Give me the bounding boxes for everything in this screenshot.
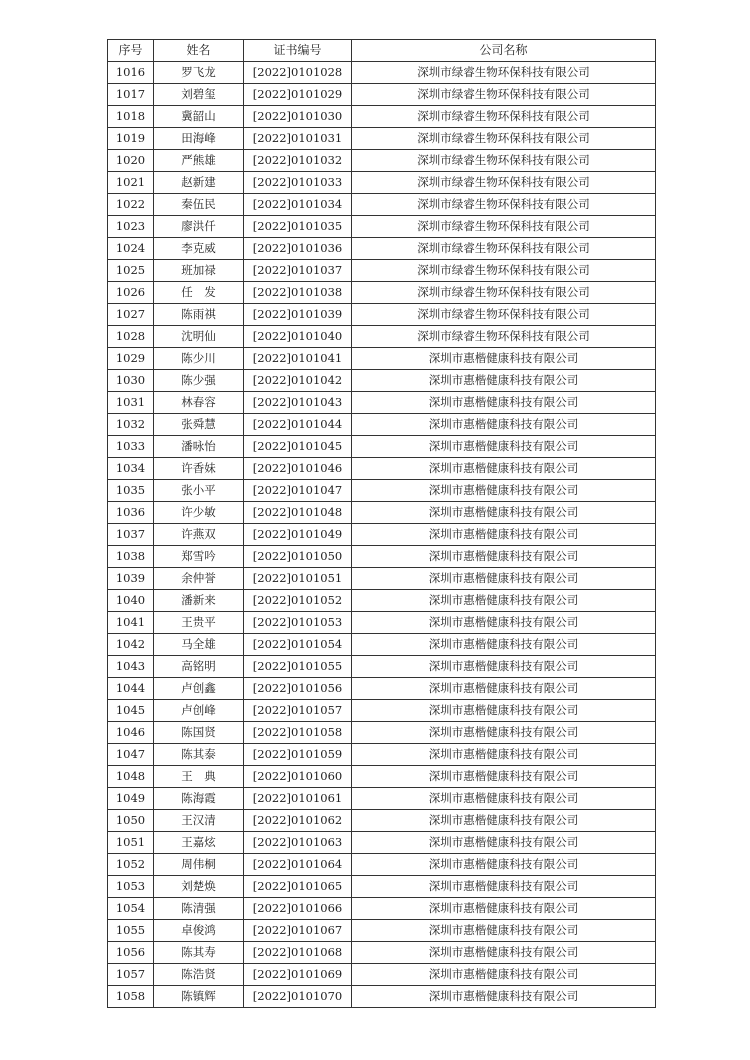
cell-company-name: 深圳市惠楷健康科技有限公司 (352, 876, 656, 898)
cell-name: 陈少川 (154, 348, 244, 370)
cell-company-name: 深圳市惠楷健康科技有限公司 (352, 392, 656, 414)
cell-company-name: 深圳市绿睿生物环保科技有限公司 (352, 216, 656, 238)
cell-company-name: 深圳市绿睿生物环保科技有限公司 (352, 304, 656, 326)
cell-company-name: 深圳市绿睿生物环保科技有限公司 (352, 150, 656, 172)
cell-company-name: 深圳市惠楷健康科技有限公司 (352, 986, 656, 1008)
header-name: 姓名 (154, 40, 244, 62)
cell-certificate-number: [2022]0101067 (244, 920, 352, 942)
cell-certificate-number: [2022]0101066 (244, 898, 352, 920)
table-row (108, 326, 656, 348)
table-row (108, 106, 656, 128)
cell-certificate-number: [2022]0101037 (244, 260, 352, 282)
cell-name: 陈镇辉 (154, 986, 244, 1008)
table-row (108, 832, 656, 854)
cell-serial-number: 1027 (108, 304, 154, 326)
table-row (108, 282, 656, 304)
cell-serial-number: 1037 (108, 524, 154, 546)
cell-name: 赵新建 (154, 172, 244, 194)
cell-certificate-number: [2022]0101065 (244, 876, 352, 898)
cell-company-name: 深圳市惠楷健康科技有限公司 (352, 810, 656, 832)
cell-name: 陈清强 (154, 898, 244, 920)
cell-serial-number: 1024 (108, 238, 154, 260)
header-company-name: 公司名称 (352, 40, 656, 62)
cell-name: 张小平 (154, 480, 244, 502)
table-row (108, 304, 656, 326)
cell-name: 余仲誉 (154, 568, 244, 590)
cell-serial-number: 1033 (108, 436, 154, 458)
cell-serial-number: 1029 (108, 348, 154, 370)
cell-serial-number: 1031 (108, 392, 154, 414)
cell-company-name: 深圳市惠楷健康科技有限公司 (352, 744, 656, 766)
cell-serial-number: 1023 (108, 216, 154, 238)
cell-name: 陈国贤 (154, 722, 244, 744)
cell-serial-number: 1025 (108, 260, 154, 282)
cell-certificate-number: [2022]0101057 (244, 700, 352, 722)
cell-serial-number: 1053 (108, 876, 154, 898)
cell-certificate-number: [2022]0101038 (244, 282, 352, 304)
cell-certificate-number: [2022]0101056 (244, 678, 352, 700)
cell-certificate-number: [2022]0101040 (244, 326, 352, 348)
table-row (108, 766, 656, 788)
header-certificate-number: 证书编号 (244, 40, 352, 62)
table-row (108, 612, 656, 634)
table-row (108, 678, 656, 700)
cell-name: 罗飞龙 (154, 62, 244, 84)
cell-company-name: 深圳市惠楷健康科技有限公司 (352, 832, 656, 854)
cell-company-name: 深圳市惠楷健康科技有限公司 (352, 590, 656, 612)
cell-company-name: 深圳市绿睿生物环保科技有限公司 (352, 282, 656, 304)
cell-name: 王汉清 (154, 810, 244, 832)
cell-company-name: 深圳市惠楷健康科技有限公司 (352, 436, 656, 458)
cell-name: 王贵平 (154, 612, 244, 634)
cell-serial-number: 1035 (108, 480, 154, 502)
cell-certificate-number: [2022]0101039 (244, 304, 352, 326)
cell-serial-number: 1042 (108, 634, 154, 656)
cell-serial-number: 1022 (108, 194, 154, 216)
cell-name: 许燕双 (154, 524, 244, 546)
cell-serial-number: 1016 (108, 62, 154, 84)
table-body (108, 62, 656, 1008)
table-row (108, 898, 656, 920)
cell-certificate-number: [2022]0101062 (244, 810, 352, 832)
cell-serial-number: 1057 (108, 964, 154, 986)
table-row (108, 920, 656, 942)
table-row (108, 150, 656, 172)
cell-name: 王 典 (154, 766, 244, 788)
cell-certificate-number: [2022]0101032 (244, 150, 352, 172)
table-row (108, 788, 656, 810)
cell-certificate-number: [2022]0101051 (244, 568, 352, 590)
cell-certificate-number: [2022]0101055 (244, 656, 352, 678)
table-row (108, 480, 656, 502)
cell-company-name: 深圳市绿睿生物环保科技有限公司 (352, 172, 656, 194)
cell-serial-number: 1041 (108, 612, 154, 634)
table-row (108, 634, 656, 656)
cell-serial-number: 1039 (108, 568, 154, 590)
table-row (108, 84, 656, 106)
cell-serial-number: 1052 (108, 854, 154, 876)
cell-company-name: 深圳市惠楷健康科技有限公司 (352, 722, 656, 744)
cell-company-name: 深圳市惠楷健康科技有限公司 (352, 656, 656, 678)
cell-name: 冀韶山 (154, 106, 244, 128)
cell-company-name: 深圳市惠楷健康科技有限公司 (352, 502, 656, 524)
cell-name: 陈浩贤 (154, 964, 244, 986)
cell-certificate-number: [2022]0101064 (244, 854, 352, 876)
cell-serial-number: 1049 (108, 788, 154, 810)
cell-name: 班加禄 (154, 260, 244, 282)
cell-company-name: 深圳市惠楷健康科技有限公司 (352, 370, 656, 392)
cell-serial-number: 1026 (108, 282, 154, 304)
cell-certificate-number: [2022]0101053 (244, 612, 352, 634)
cell-certificate-number: [2022]0101028 (244, 62, 352, 84)
cell-name: 陈其寿 (154, 942, 244, 964)
table-row (108, 238, 656, 260)
cell-name: 刘碧玺 (154, 84, 244, 106)
table-row (108, 436, 656, 458)
cell-certificate-number: [2022]0101063 (244, 832, 352, 854)
cell-serial-number: 1028 (108, 326, 154, 348)
cell-certificate-number: [2022]0101049 (244, 524, 352, 546)
cell-name: 李克威 (154, 238, 244, 260)
cell-company-name: 深圳市绿睿生物环保科技有限公司 (352, 238, 656, 260)
table-row (108, 502, 656, 524)
cell-company-name: 深圳市绿睿生物环保科技有限公司 (352, 106, 656, 128)
cell-certificate-number: [2022]0101058 (244, 722, 352, 744)
cell-name: 卢创峰 (154, 700, 244, 722)
cell-serial-number: 1019 (108, 128, 154, 150)
cell-serial-number: 1018 (108, 106, 154, 128)
cell-company-name: 深圳市绿睿生物环保科技有限公司 (352, 62, 656, 84)
cell-serial-number: 1030 (108, 370, 154, 392)
table-row (108, 568, 656, 590)
cell-certificate-number: [2022]0101035 (244, 216, 352, 238)
cell-certificate-number: [2022]0101069 (244, 964, 352, 986)
cell-name: 陈少强 (154, 370, 244, 392)
cell-certificate-number: [2022]0101030 (244, 106, 352, 128)
cell-company-name: 深圳市惠楷健康科技有限公司 (352, 348, 656, 370)
table-row (108, 590, 656, 612)
cell-certificate-number: [2022]0101046 (244, 458, 352, 480)
cell-name: 陈雨祺 (154, 304, 244, 326)
cell-company-name: 深圳市惠楷健康科技有限公司 (352, 414, 656, 436)
cell-company-name: 深圳市绿睿生物环保科技有限公司 (352, 326, 656, 348)
table-row (108, 128, 656, 150)
cell-certificate-number: [2022]0101060 (244, 766, 352, 788)
table-row (108, 370, 656, 392)
cell-serial-number: 1040 (108, 590, 154, 612)
table-row (108, 700, 656, 722)
cell-certificate-number: [2022]0101059 (244, 744, 352, 766)
cell-company-name: 深圳市惠楷健康科技有限公司 (352, 568, 656, 590)
cell-serial-number: 1047 (108, 744, 154, 766)
cell-company-name: 深圳市惠楷健康科技有限公司 (352, 854, 656, 876)
cell-name: 林春容 (154, 392, 244, 414)
cell-certificate-number: [2022]0101048 (244, 502, 352, 524)
cell-serial-number: 1055 (108, 920, 154, 942)
cell-certificate-number: [2022]0101041 (244, 348, 352, 370)
cell-company-name: 深圳市绿睿生物环保科技有限公司 (352, 260, 656, 282)
cell-serial-number: 1054 (108, 898, 154, 920)
table-row (108, 964, 656, 986)
cell-name: 任 发 (154, 282, 244, 304)
table-row (108, 810, 656, 832)
cell-certificate-number: [2022]0101068 (244, 942, 352, 964)
cell-serial-number: 1046 (108, 722, 154, 744)
cell-name: 田海峰 (154, 128, 244, 150)
cell-name: 潘新来 (154, 590, 244, 612)
table-row (108, 546, 656, 568)
table-row (108, 216, 656, 238)
cell-name: 郑雪吟 (154, 546, 244, 568)
cell-company-name: 深圳市惠楷健康科技有限公司 (352, 524, 656, 546)
cell-name: 沈明仙 (154, 326, 244, 348)
table-row (108, 876, 656, 898)
cell-company-name: 深圳市惠楷健康科技有限公司 (352, 678, 656, 700)
cell-company-name: 深圳市惠楷健康科技有限公司 (352, 898, 656, 920)
cell-company-name: 深圳市惠楷健康科技有限公司 (352, 480, 656, 502)
cell-name: 许少敏 (154, 502, 244, 524)
table-row (108, 194, 656, 216)
cell-certificate-number: [2022]0101043 (244, 392, 352, 414)
table-row (108, 62, 656, 84)
cell-company-name: 深圳市绿睿生物环保科技有限公司 (352, 128, 656, 150)
table-row (108, 854, 656, 876)
cell-company-name: 深圳市绿睿生物环保科技有限公司 (352, 84, 656, 106)
cell-serial-number: 1045 (108, 700, 154, 722)
header-serial-number: 序号 (108, 40, 154, 62)
cell-name: 卓俊鸿 (154, 920, 244, 942)
cell-name: 陈海霞 (154, 788, 244, 810)
cell-name: 卢创鑫 (154, 678, 244, 700)
cell-certificate-number: [2022]0101052 (244, 590, 352, 612)
cell-certificate-number: [2022]0101036 (244, 238, 352, 260)
cell-name: 刘楚焕 (154, 876, 244, 898)
cell-name: 陈其泰 (154, 744, 244, 766)
cell-company-name: 深圳市惠楷健康科技有限公司 (352, 964, 656, 986)
cell-certificate-number: [2022]0101070 (244, 986, 352, 1008)
cell-serial-number: 1032 (108, 414, 154, 436)
cell-name: 王嘉炫 (154, 832, 244, 854)
table-row (108, 986, 656, 1008)
cell-serial-number: 1036 (108, 502, 154, 524)
cell-serial-number: 1058 (108, 986, 154, 1008)
table-row (108, 656, 656, 678)
cell-name: 高铭明 (154, 656, 244, 678)
cell-company-name: 深圳市惠楷健康科技有限公司 (352, 700, 656, 722)
cell-name: 许香妹 (154, 458, 244, 480)
cell-certificate-number: [2022]0101042 (244, 370, 352, 392)
cell-serial-number: 1017 (108, 84, 154, 106)
cell-serial-number: 1050 (108, 810, 154, 832)
table-row (108, 414, 656, 436)
cell-serial-number: 1021 (108, 172, 154, 194)
table-row (108, 392, 656, 414)
table-row (108, 744, 656, 766)
cell-certificate-number: [2022]0101044 (244, 414, 352, 436)
cell-certificate-number: [2022]0101047 (244, 480, 352, 502)
cell-company-name: 深圳市惠楷健康科技有限公司 (352, 788, 656, 810)
cell-certificate-number: [2022]0101061 (244, 788, 352, 810)
table-row (108, 722, 656, 744)
cell-certificate-number: [2022]0101050 (244, 546, 352, 568)
cell-name: 严熊雄 (154, 150, 244, 172)
cell-certificate-number: [2022]0101045 (244, 436, 352, 458)
table-row (108, 348, 656, 370)
table-row (108, 942, 656, 964)
table-row (108, 260, 656, 282)
cell-certificate-number: [2022]0101034 (244, 194, 352, 216)
table-row (108, 172, 656, 194)
cell-certificate-number: [2022]0101033 (244, 172, 352, 194)
cell-name: 马全雄 (154, 634, 244, 656)
cell-company-name: 深圳市惠楷健康科技有限公司 (352, 546, 656, 568)
cell-company-name: 深圳市惠楷健康科技有限公司 (352, 612, 656, 634)
cell-name: 秦伍民 (154, 194, 244, 216)
cell-certificate-number: [2022]0101029 (244, 84, 352, 106)
cell-company-name: 深圳市惠楷健康科技有限公司 (352, 942, 656, 964)
cell-certificate-number: [2022]0101054 (244, 634, 352, 656)
cell-name: 周伟桐 (154, 854, 244, 876)
cell-serial-number: 1020 (108, 150, 154, 172)
table-header-row (108, 40, 656, 62)
cell-name: 廖洪仟 (154, 216, 244, 238)
cell-name: 张舜慧 (154, 414, 244, 436)
cell-name: 潘咏怡 (154, 436, 244, 458)
cell-company-name: 深圳市绿睿生物环保科技有限公司 (352, 194, 656, 216)
cell-serial-number: 1043 (108, 656, 154, 678)
cell-company-name: 深圳市惠楷健康科技有限公司 (352, 458, 656, 480)
cell-serial-number: 1056 (108, 942, 154, 964)
cell-certificate-number: [2022]0101031 (244, 128, 352, 150)
cell-serial-number: 1048 (108, 766, 154, 788)
cell-serial-number: 1051 (108, 832, 154, 854)
cell-company-name: 深圳市惠楷健康科技有限公司 (352, 920, 656, 942)
cell-serial-number: 1044 (108, 678, 154, 700)
cell-serial-number: 1034 (108, 458, 154, 480)
cell-company-name: 深圳市惠楷健康科技有限公司 (352, 766, 656, 788)
table-row (108, 524, 656, 546)
table-row (108, 458, 656, 480)
certificate-table (107, 39, 656, 1008)
cell-company-name: 深圳市惠楷健康科技有限公司 (352, 634, 656, 656)
cell-serial-number: 1038 (108, 546, 154, 568)
